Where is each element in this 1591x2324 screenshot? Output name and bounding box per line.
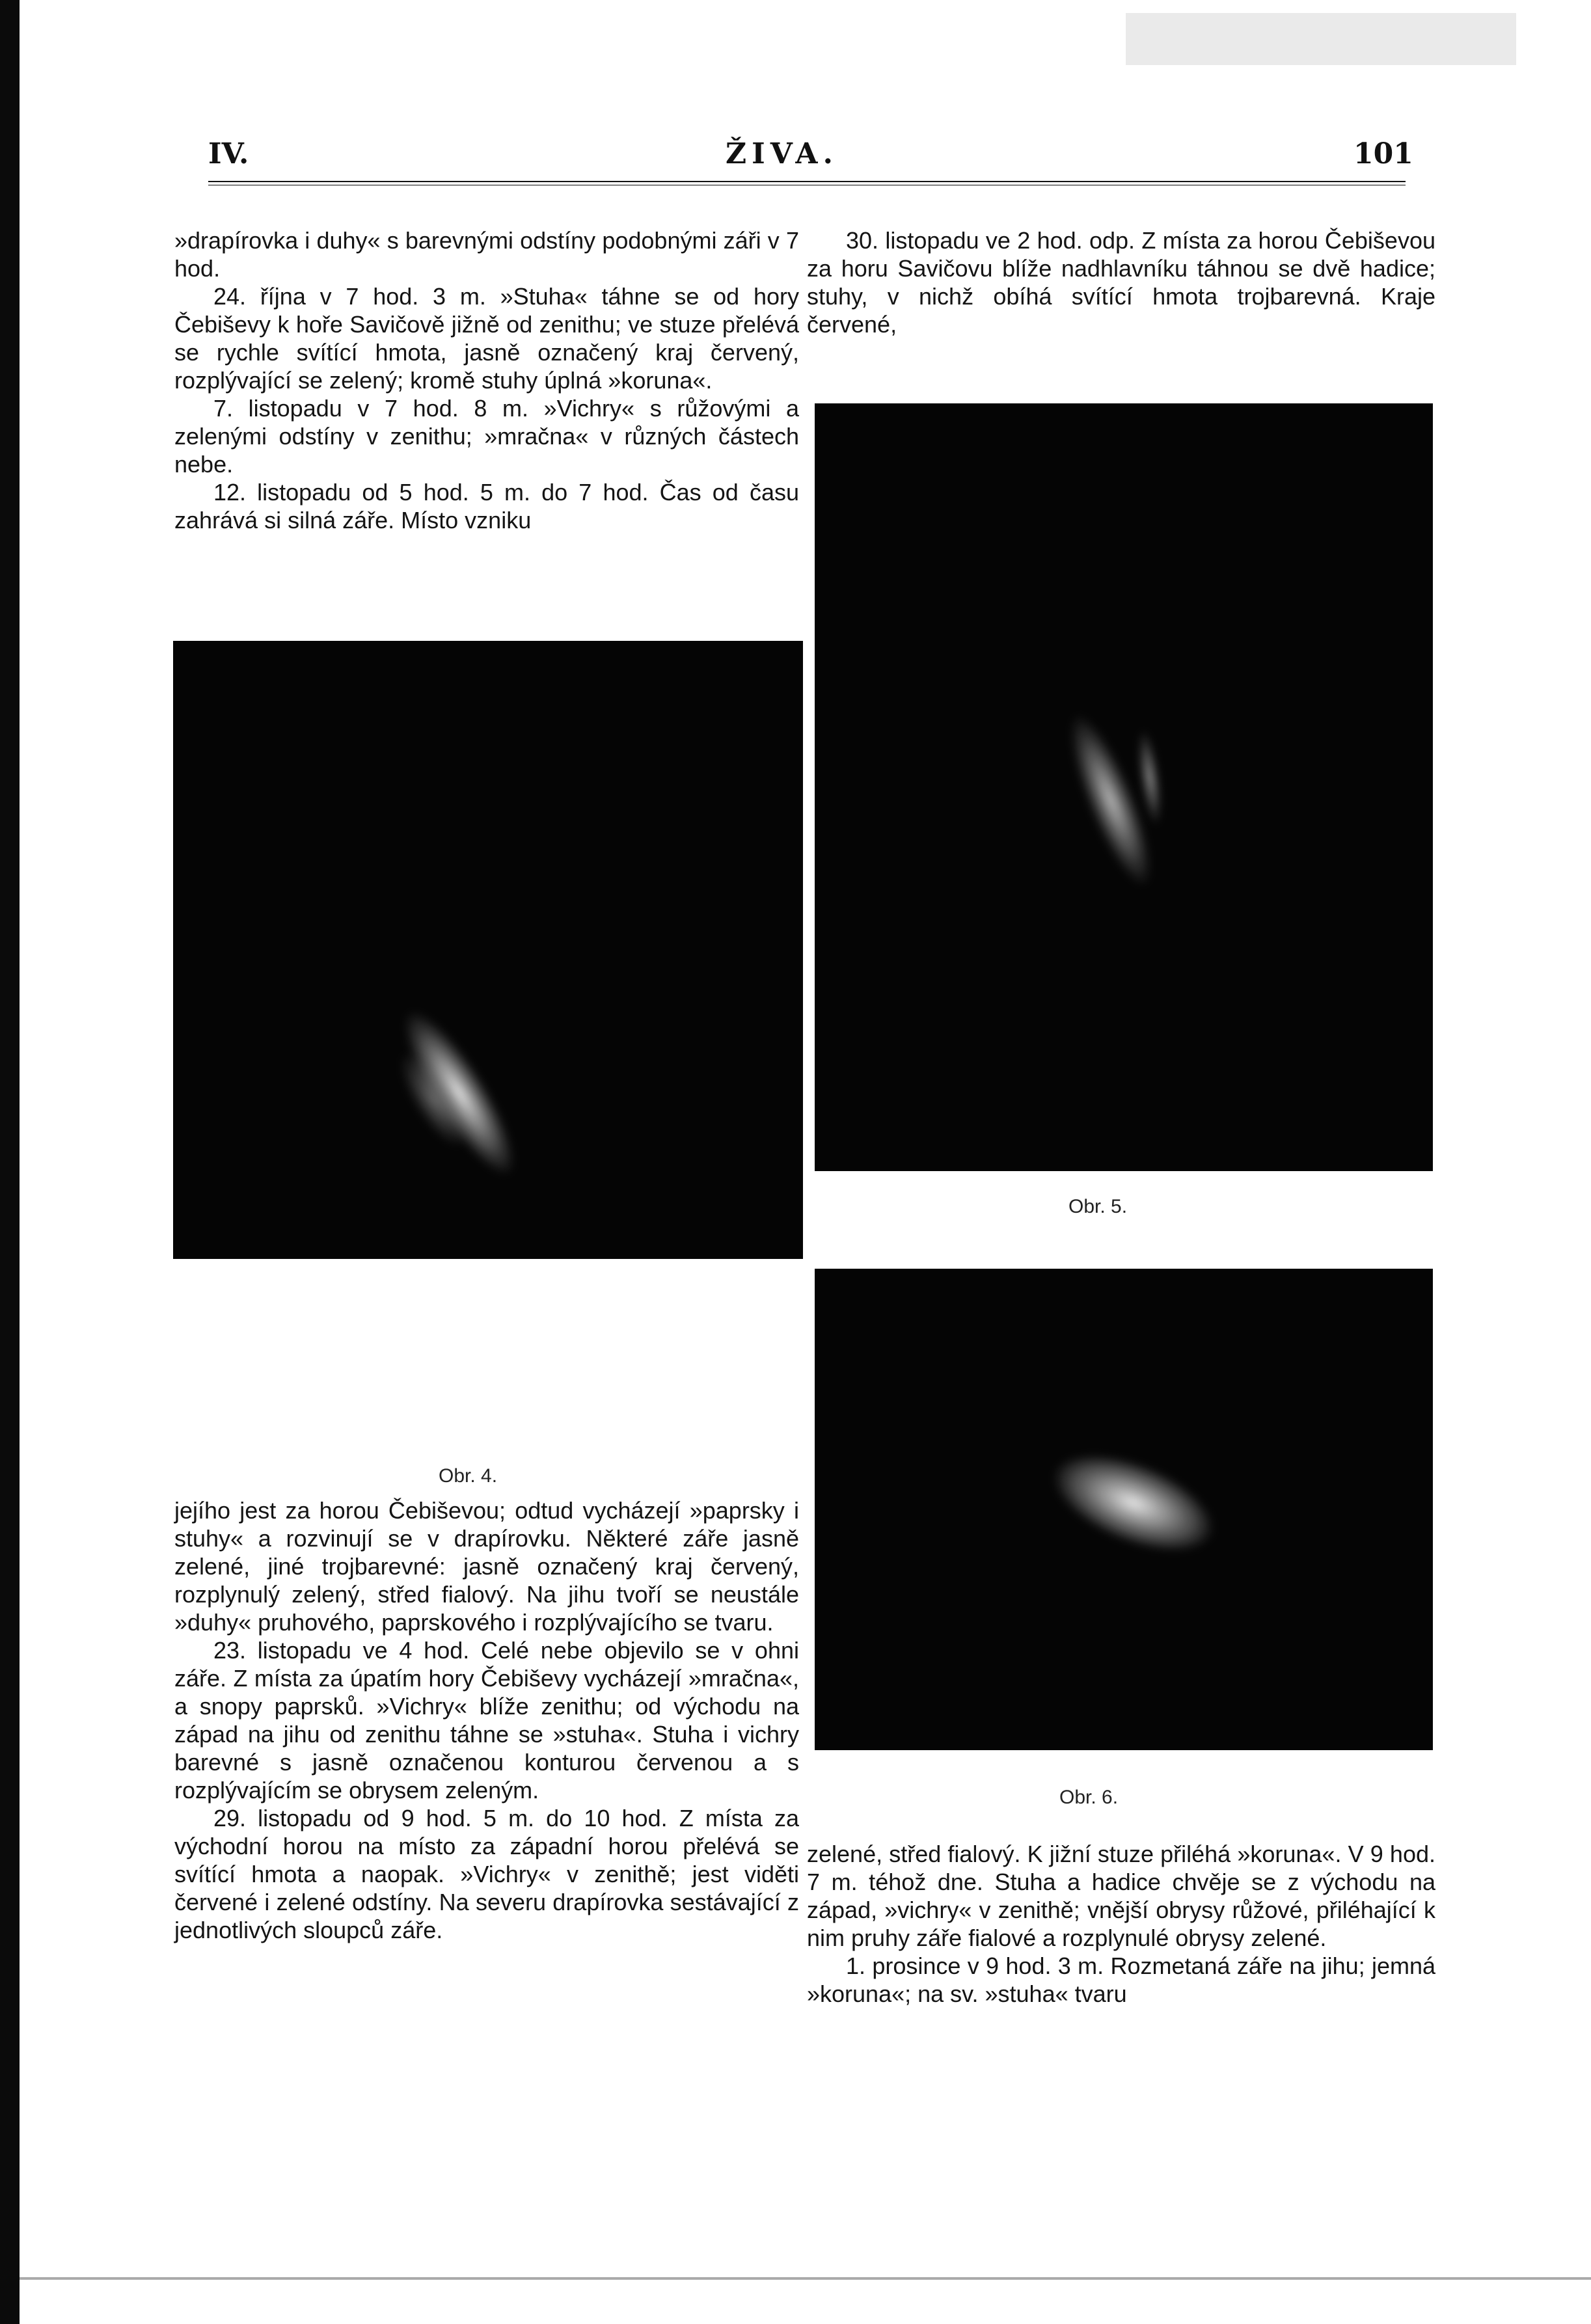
page-binding-edge	[0, 0, 20, 2324]
right-column-bottom-text	[807, 1840, 1435, 2008]
volume-number: IV.	[208, 137, 249, 170]
left-column-top-text	[174, 226, 799, 534]
paragraph: 23. listopadu ve 4 hod. Celé nebe objevilo se v ohni záře. Z místa za úpatím hory Čebiševy vycházejí »mračna«, a snopy paprsků. »Vichry« blíže zenithu; od východu na západ na jihu od zenithu táhne se »stuha«. Stuha i vichry barevné s jasně označenou konturou červenou a s rozplývajícím se obrysem zeleným.	[174, 1637, 799, 1804]
paragraph: jejího jest za horou Čebiševou; odtud vycházejí »paprsky i stuhy« a rozvinují se v drapírovku. Některé záře jasně zelené, jiné trojbarevné: jasně označený kraj červený, rozplynulý zelený, střed fialový. Na jihu tvoří se neustále »duhy« pruhového, paprskového i rozplývajícího se tvaru.	[174, 1497, 799, 1636]
scan-smudge	[1126, 13, 1516, 65]
paragraph: 29. listopadu od 9 hod. 5 m. do 10 hod. Z místa za východní horou na místo za západní horou přelévá se svítící hmota a naopak. »Vichry« v zenithě; jest viděti červené i zelené odstíny. Na severu drapírovka sestávající z jednotlivých sloupců záře.	[174, 1805, 799, 1943]
left-column-bottom-text	[174, 1496, 799, 1944]
figure-6-aurora-photo	[815, 1269, 1433, 1750]
journal-title: ŽIVA.	[726, 137, 838, 170]
paragraph: 12. listopadu od 5 hod. 5 m. do 7 hod. Čas od času zahrává si silná záře. Místo vzniku	[174, 479, 799, 534]
header-rule-thick	[208, 181, 1406, 182]
page-number: 101	[1353, 137, 1413, 170]
figure-5-aurora-photo	[815, 403, 1433, 1171]
page	[20, 0, 1591, 2324]
right-column-top-text	[807, 226, 1435, 338]
paragraph: 24. října v 7 hod. 3 m. »Stuha« táhne se od hory Čebiševy k hoře Savičově jižně od zenithu; ve stuze přelévá se rychle svítící hmota, jasně označený kraj červený, rozplývající se zelený; kromě stuhy úplná »koruna«.	[174, 283, 799, 394]
figure-5-caption: Obr. 5.	[1068, 1196, 1128, 1217]
scan-bottom-line	[20, 2277, 1591, 2280]
paragraph: 7. listopadu v 7 hod. 8 m. »Vichry« s růžovými a zelenými odstíny v zenithu; »mračna« v různých částech nebe.	[174, 395, 799, 478]
paragraph: 1. prosince v 9 hod. 3 m. Rozmetaná záře na jihu; jemná »koruna«; na sv. »stuha« tvaru	[807, 1952, 1435, 2007]
figure-6-caption: Obr. 6.	[1059, 1787, 1119, 1808]
paragraph: 30. listopadu ve 2 hod. odp. Z místa za horou Čebiševou za horu Savičovu blíže nadhlavníku táhnou se dvě hadice; stuhy, v nichž obíhá svítící hmota trojbarevná. Kraje červené,	[807, 227, 1435, 338]
paragraph: »drapírovka i duhy« s barevnými odstíny podobnými záři v 7 hod.	[174, 227, 799, 282]
figure-4-aurora-photo	[173, 641, 803, 1259]
paragraph: zelené, střed fialový. K jižní stuze přiléhá »koruna«. V 9 hod. 7 m. téhož dne. Stuha a hadice chvěje se z východu na západ, »vichry« v zenithě; vnější obrysy růžové, přiléhající k nim pruhy záře fialové a rozplynulé obrysy zelené.	[807, 1841, 1435, 1951]
figure-4-caption: Obr. 4.	[439, 1465, 498, 1487]
